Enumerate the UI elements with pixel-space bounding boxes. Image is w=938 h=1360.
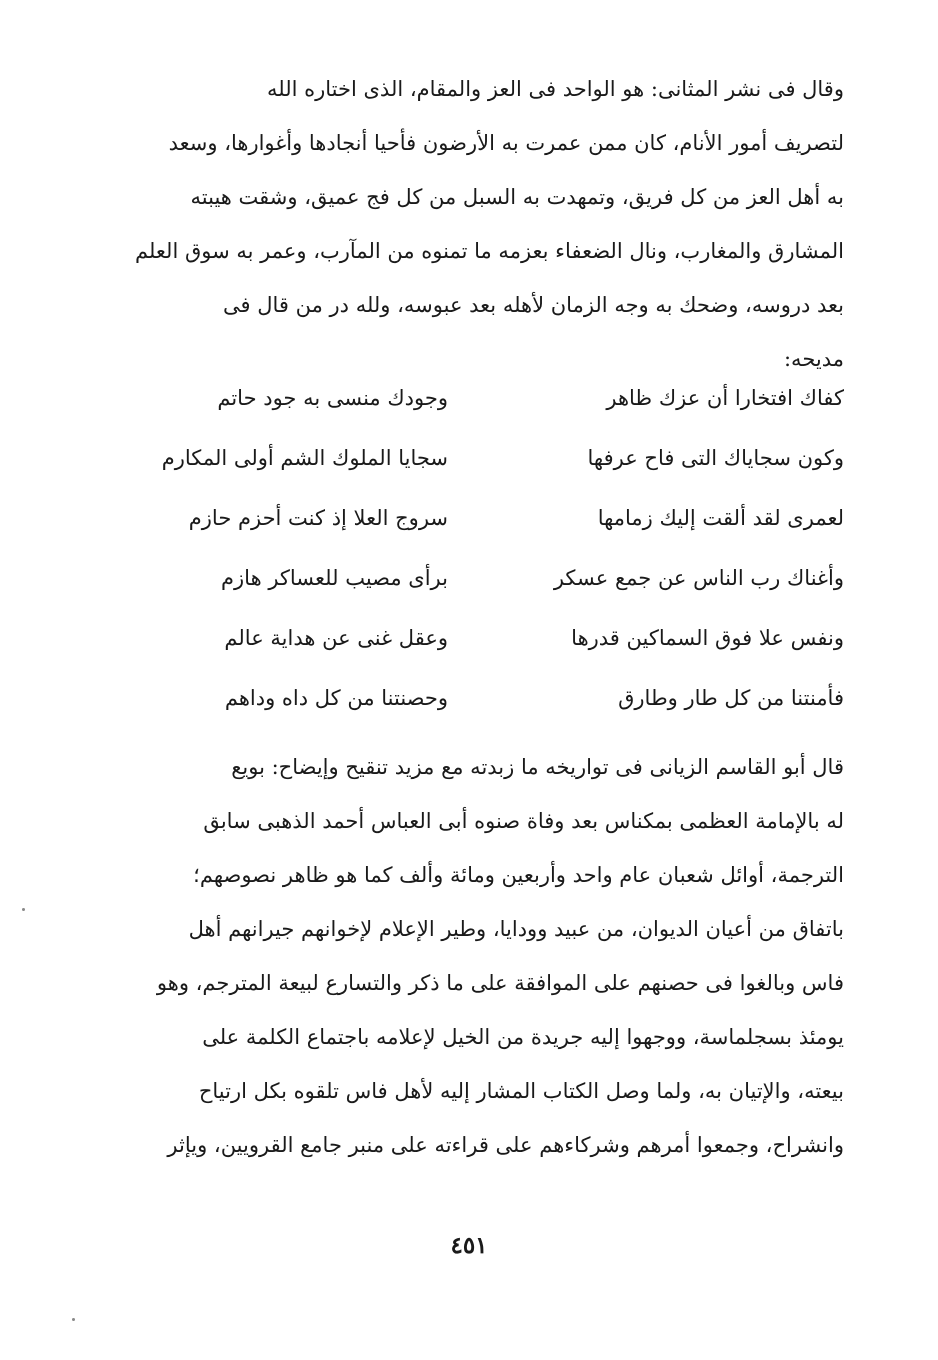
verse-first-hemistich: ونفس علا فوق السماكين قدرها [571, 626, 844, 650]
text-line: الترجمة، أوائل شعبان عام واحد وأربعين ومائة وألف كما هو ظاهر نصوصهم؛ [193, 863, 844, 887]
verse-first-hemistich: وكون سجاياك التى فاح عرفها [587, 446, 844, 470]
text-line: بعد دروسه، وضحك به وجه الزمان لأهله بعد عبوسه، ولله در من قال فى [223, 293, 844, 317]
text-line: له بالإمامة العظمى بمكناس بعد وفاة صنوه أبى العباس أحمد الذهبى سابق [203, 809, 844, 833]
verse-second-hemistich: برأى مصيب للعساكر هازم [221, 566, 448, 590]
page-number: ٤٥١ [450, 1232, 488, 1259]
scan-speck [72, 1318, 75, 1321]
verse-second-hemistich: وجودك منسى به جود حاتم [217, 386, 448, 410]
text-line: وانشراح، وجمعوا أمرهم وشركاءهم على قراءته على منبر جامع القرويين، ويإثر [167, 1133, 844, 1157]
text-line: لتصريف أمور الأنام، كان ممن عمرت به الأرضون فأحيا أنجادها وأغوارها، وسعد [168, 131, 844, 155]
verse-row [108, 611, 844, 671]
verse-row [108, 551, 844, 611]
verse-second-hemistich: وحصنتنا من كل داه وداهم [224, 686, 448, 710]
verse-row [108, 431, 844, 491]
verse-second-hemistich: سروج العلا إذ كنت أحزم حازم [188, 506, 448, 530]
scan-speck [22, 908, 25, 911]
poem-verses [108, 371, 844, 731]
text-line: وقال فى نشر المثانى: هو الواحد فى العز والمقام، الذى اختاره الله [267, 77, 844, 101]
paragraph-intro [108, 62, 844, 386]
verse-second-hemistich: وعقل غنى عن هداية عالم [224, 626, 448, 650]
text-line: به أهل العز من كل فريق، وتمهدت به السبل من كل فج عميق، وشقت هيبته [190, 185, 844, 209]
verse-first-hemistich: كفاك افتخارا أن عزك ظاهر [606, 386, 844, 410]
text-line: المشارق والمغارب، ونال الضعفاء بعزمه ما تمنوه من المآرب، وعمر به سوق العلم [134, 239, 844, 263]
verse-row [108, 671, 844, 731]
verse-row [108, 491, 844, 551]
paragraph-zayani [108, 740, 844, 1172]
text-line: مديحه: [783, 347, 844, 371]
verse-first-hemistich: وأغناك رب الناس عن جمع عسكر [553, 566, 844, 590]
text-line: فاس وبالغوا فى حصنهم على الموافقة على ما ذكر والتسارع لبيعة المترجم، وهو [156, 971, 844, 995]
verse-row [108, 371, 844, 431]
verse-first-hemistich: فأمنتنا من كل طار وطارق [618, 686, 844, 710]
verse-first-hemistich: لعمرى لقد ألقت إليك زمامها [597, 506, 844, 530]
text-line: بيعته، والإتيان به، ولما وصل الكتاب المشار إليه لأهل فاس تلقوه بكل ارتياح [198, 1079, 844, 1103]
text-line: باتفاق من أعيان الديوان، من عبيد وودايا، وطير الإعلام لإخوانهم جيرانهم أهل [188, 917, 844, 941]
text-line: يومئذ بسجلماسة، ووجهوا إليه جريدة من الخيل لإعلامه باجتماع الكلمة على [202, 1025, 844, 1049]
text-line: قال أبو القاسم الزيانى فى تواريخه ما زبدته مع مزيد تنقيح وإيضاح: بويع [231, 755, 844, 779]
verse-second-hemistich: سجايا الملوك الشم أولى المكارم [161, 446, 448, 470]
